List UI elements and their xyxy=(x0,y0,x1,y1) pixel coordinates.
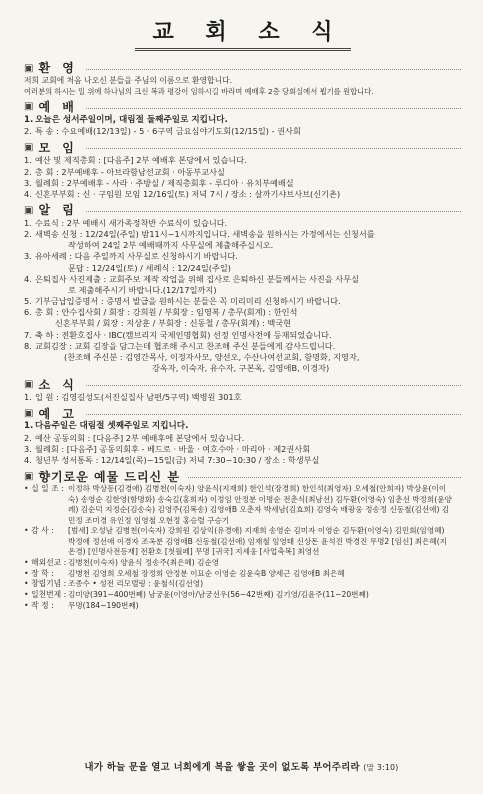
list-item: 1. 다음주일은 대림절 셋째주일로 지킵니다. xyxy=(24,421,189,432)
verse-reference: (말 3:10) xyxy=(363,763,399,772)
footer-verse xyxy=(0,762,483,775)
offering-row: • 감 사 : [범새] 오성남 김병천(이숙자) 강희원 김상익(유경애) 지재희 송영순 김미자 이영순 김두환(이영숙) 김민회(임영혜) 박정애 정선애 이경자 조옥분 김영애B 신동철(김선애) 임재철 임영태 신상돈 윤석진 박경진 무명2 [임신] 최은혜(지온경) [인명사전등재] 전환호 [첫월페] 무명 [귀국] 지세웅 [사업축복] 최영선 xyxy=(24,526,447,557)
welcome-body xyxy=(24,76,461,97)
section-label: 예 배 xyxy=(38,99,78,114)
section-label: 예 고 xyxy=(38,406,78,421)
section-label: 향기로운 예물 드리신 분 xyxy=(38,469,180,484)
offering-row: • 창립기념 : 조종수 • 성전 리모델링 : 윤철식(김선영) xyxy=(24,579,204,589)
list-item: 5. 기부금납입증명서 : 증명서 발급을 원하시는 분들은 꼭 미리미리 신청하시기 바랍니다. xyxy=(24,296,341,307)
square-bullet-icon: ▣ xyxy=(24,408,34,420)
offering-row: • 일천번제 : 김미양(391~400번째) 남궁윤(이영아/남궁선우(56~42번째) 김기영/김윤주(11~20번째) xyxy=(24,590,369,600)
section-meetings-heading xyxy=(24,140,461,155)
ahead-list xyxy=(24,421,461,466)
section-offerings-heading xyxy=(24,469,461,484)
divider xyxy=(188,477,461,478)
worship-list xyxy=(24,115,461,138)
square-bullet-icon: ▣ xyxy=(24,378,34,390)
offerings-list xyxy=(24,484,461,611)
welcome-line: 여러분의 하시는 일 위에 하나님의 크신 복과 평강이 임하시길 바라며 예배후 2층 당회실에서 뵙기를 원합니다. xyxy=(24,86,374,96)
section-welcome-heading xyxy=(24,61,461,76)
list-item-continued: (찬조해 주신분 : 김영간목사, 이정자사모, 양선오, 수산나여선교회, 함명화, 지영자, xyxy=(64,351,360,362)
square-bullet-icon: ▣ xyxy=(24,204,34,216)
section-label: 모 임 xyxy=(38,140,78,155)
section-label: 알 림 xyxy=(38,203,78,218)
section-news-heading xyxy=(24,377,461,392)
square-bullet-icon: ▣ xyxy=(24,142,34,154)
divider xyxy=(86,69,461,70)
section-ahead-heading xyxy=(24,406,461,421)
offering-row: • 십 일 조 : 이정하 박상동(김경애) 김병천(이숙자) 양윤식(지재희) 한인석(장경희) 한인석(최영자) 오세철(안희자) 박상윤(이이숙) 송영순 김한영(함명화) 송숙길(홍희자) 이정임 안정분 이명순 전춘식(최남선) 김두환(이영숙) 임춘선 박정희(윤양례) 김순덕 지정순(김송숙) 김영주(김복송) 김영애B 오춘자 박세남(김효희) 김영숙 배광웅 정송정 신동철(김선애) 김민정 조미경 유인정 임영철 오현정 홍승렬 구승기 xyxy=(24,484,452,525)
list-item: 6. 총 회 : 안수집사회 / 회장 : 강희원 / 부회장 : 임영복 / 총무(회계) : 한인석 xyxy=(24,307,298,318)
list-item: 4. 은퇴집사 사진제출 : 교회주보 제작 작업을 위해 집사로 은퇴하신 분들께서는 사진을 사무실 xyxy=(24,273,360,284)
list-item: 1. 예산 및 제직총회 : [다음주] 2부 예배후 본당에서 있습니다. xyxy=(24,155,247,166)
divider xyxy=(86,148,461,149)
page-title: 교 회 소 식 xyxy=(135,18,351,51)
list-item: 3. 월례회 : [다음주] 공동의회후 - 베드로 · 바울 · 여호수아 · 마리아 · 제2권사회 xyxy=(24,444,311,455)
list-item: 4. 청년부 성서통독 : 12/14일(목)~15일(금) 저녁 7:30~10:30 / 장소 : 학생부실 xyxy=(24,455,320,466)
news-list xyxy=(24,392,461,403)
list-item: 2. 예산 공동의회 : [다음주] 2부 예배후에 본당에서 있습니다. xyxy=(24,433,245,444)
list-item: 7. 축 하 : 전환호집사 · IBC(캠브리지 국제인명협회) 선정 인명사전에 등재되었습니다. xyxy=(24,329,332,340)
list-item-continued: 작성하여 24일 2부 예배때까지 사무실에 제출해주십시오. xyxy=(68,240,274,251)
section-notices-heading xyxy=(24,203,461,218)
list-item: 2. 총 회 : 2부예배후 - 아브라함남선교회 · 아동부교사실 xyxy=(24,166,225,177)
divider xyxy=(86,108,461,109)
meetings-list xyxy=(24,155,461,200)
list-item: 8. 교회김장 : 교회 김장을 담그는데 협조해 주시고 찬조해 주신 분들에게 감사드립니다. xyxy=(24,340,336,351)
list-item-continued: 로 제출해주시기 바랍니다.(12/17일까지) xyxy=(68,284,217,295)
list-item-continued: 문답 : 12/24일(토) / 세례식 : 12/24일(주일) xyxy=(68,262,231,273)
offering-row: • 장 학 : 김병천 김영희 오세철 장정희 안정분 이묘순 이영순 김윤숙B 양세근 김영애B 최은혜 xyxy=(24,568,345,578)
welcome-line: 저희 교회에 처음 나오신 분들을 주님의 이름으로 환영합니다. xyxy=(24,76,233,85)
offering-row: • 작 정 : 무명(184~190번째) xyxy=(24,600,139,610)
list-item: 1. 오늘은 성서주일이며, 대림절 둘째주일로 지킵니다. xyxy=(24,114,228,125)
list-item: 2. 특 송 : 수요예배(12/13일) - 5 · 6구역 금요심야기도회(12/15일) - 권사회 xyxy=(24,126,301,137)
section-label: 환 영 xyxy=(38,61,78,76)
list-item-continued: 강옥자, 이숙자, 유수자, 구본옥, 김영애B, 이경자) xyxy=(152,363,330,374)
list-item: 3. 유아세례 : 다음 주일까지 사무실로 신청하시기 바랍니다. xyxy=(24,251,238,262)
square-bullet-icon: ▣ xyxy=(24,62,34,74)
list-item: 4. 신혼부부회 : 신 · 구임원 모임 12/16일(토) 저녁 7시 / 장소 : 살까기샤브사브(신기촌) xyxy=(24,188,341,199)
list-item-continued: 신혼부부회 / 회장 : 지상훈 / 부회장 : 신동철 / 총무(회계) : 백국현 xyxy=(55,318,292,329)
list-item: 1. 수료식 : 2부 예배시 새가족정착반 수료식이 있습니다. xyxy=(24,217,228,228)
notices-list xyxy=(24,218,461,374)
square-bullet-icon: ▣ xyxy=(24,101,34,113)
divider xyxy=(86,211,461,212)
title-area xyxy=(24,18,461,58)
section-label: 소 식 xyxy=(38,377,78,392)
list-item: 3. 월례회 : 2부예배후 - 사라 · 주방실 / 제직총회후 - 루디아 · 유치부예배실 xyxy=(24,177,294,188)
list-item: 1. 입 원 : 김영길성도(서진실집사 남편/5구역) 백병원 301호 xyxy=(24,392,242,403)
offering-row: • 해외선교 : 김병천(이숙자) 양윤식 정송주(최은혜) 김순영 xyxy=(24,557,220,567)
list-item: 2. 새벽송 신청 : 12/24일(주일) 밤11시~1시까지입니다. 새벽송을 원하시는 가정에서는 신청서를 xyxy=(24,229,375,240)
verse-text: 내가 하늘 문을 열고 너희에게 복을 쌓을 곳이 없도록 부어주리라 xyxy=(84,762,360,773)
square-bullet-icon: ▣ xyxy=(24,471,34,483)
divider xyxy=(86,414,461,415)
section-worship-heading xyxy=(24,100,461,115)
divider xyxy=(86,385,461,386)
